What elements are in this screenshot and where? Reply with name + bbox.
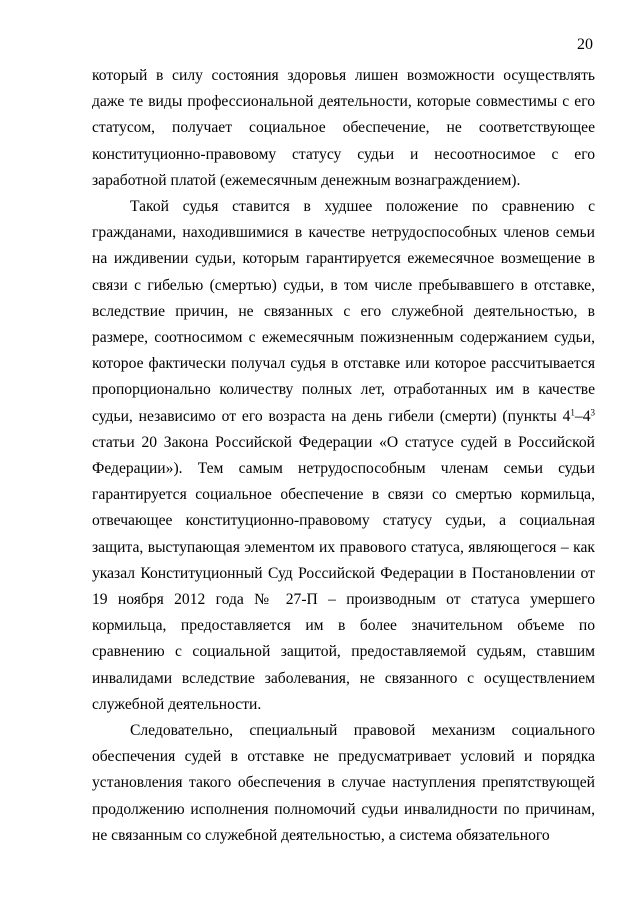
paragraph-text-after: статьи 20 Закона Российской Федерации «О статусе судей в Российской Федерации»). Тем самым нетрудоспособным членам семьи судьи гарантируется социальное обеспечение в связи со смертью кормильца, отвечающее конституционно-правовому статусу судьи, а социальная защита, выступающая элементом их правового статуса, являющегося – как указал Конституционный Суд Российской Федерации в Постановлении от 19 ноября 2012 года № 27-П – производным от статуса умершего кормильца, предоставляется им в более значительном объеме по сравнению с социальной защитой, предоставляемой судьям, ставшим инвалидами вследствие заболевания, не связанного с осуществлением служебной деятельности. xyxy=(92,433,595,713)
document-body xyxy=(92,63,595,849)
superscript-1: 1 xyxy=(570,407,575,418)
superscript-3: 3 xyxy=(590,407,595,418)
page-number: 20 xyxy=(577,36,593,53)
paragraph-text-before: Такой судья ставится в худшее положение по сравнению с гражданами, находившимися в качестве нетрудоспособных членов семьи на иждивении судьи, которым гарантируется ежемесячное возмещение в связи с гибелью (смертью) судьи, в том числе пребывавшего в отставке, вследствие причин, не связанных с его служебной деятельностью, в размере, соотносимом с ежемесячным пожизненным содержанием судьи, которое фактически получал судья в отставке или которое рассчитывается пропорционально количеству полных лет, отработанных им в качестве судьи, независимо от его возраста на день гибели (смерти) (пункты 4 xyxy=(92,198,595,425)
paragraph-text-dash: –4 xyxy=(574,407,591,425)
paragraph-conclusion: Следовательно, специальный правовой механизм социального обеспечения судей в отставке не предусматривает условий и порядка установления такого обеспечения в случае наступления препятствующей продолжению исполнения полномочий судьи инвалидности по причинам, не связанным со служебной деятельностью, а система обязательного xyxy=(92,722,595,844)
paragraph-comparison xyxy=(92,194,595,718)
paragraph-continuation: который в силу состояния здоровья лишен возможности осуществлять даже те виды профессиональной деятельности, которые совместимы с его статусом, получает социальное обеспечение, не соответствующее конституционно-правовому статусу судьи и несоотносимое с его заработной платой (ежемесячным денежным вознаграждением). xyxy=(92,67,595,189)
